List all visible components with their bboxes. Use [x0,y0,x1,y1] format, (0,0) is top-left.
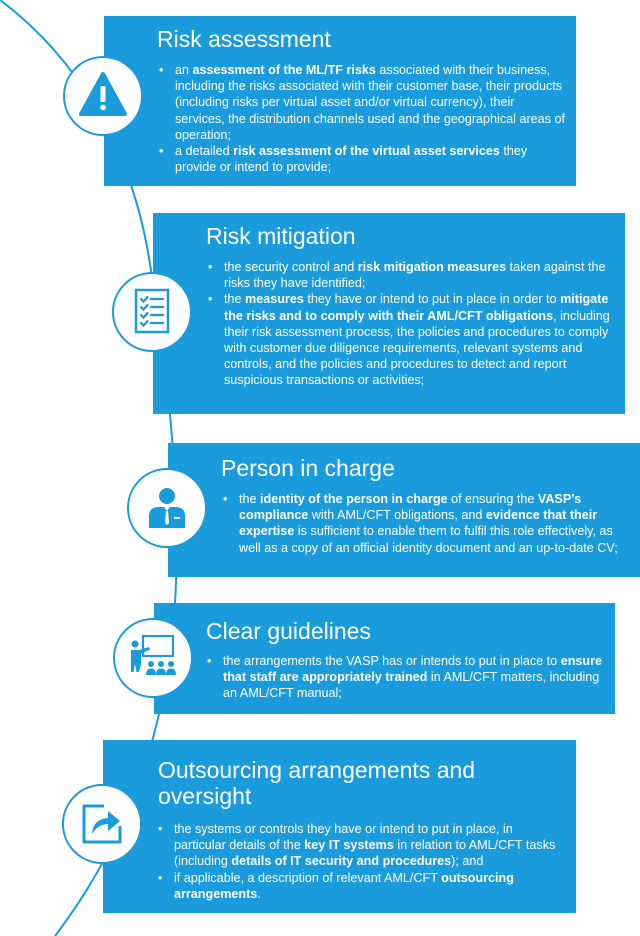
text: , including their risk assessment process, the policies and procedures to comply with customer due diligence requirements, relevant systems and controls, and the policies and procedures to detect and report suspicious transactions or activities; [224,308,610,388]
text: the security control and [224,260,358,274]
person-icon [129,470,205,546]
text: a detailed [175,144,234,159]
section-title: Outsourcing arrangements and oversight [158,757,476,809]
bullet-item [208,259,618,291]
text: . [257,886,261,901]
bullet-list [207,653,607,702]
text: an [175,63,193,77]
text: associated with their business, including the risks associated with their customer base, their products (including risks per virtual asset and/or virtual currency), their services, the distribution channels used and the geographical areas of operation; [175,63,565,142]
bold-text: risk mitigation measures [357,260,507,274]
person-icon-badge [127,468,207,548]
warning-icon-badge [63,56,143,136]
section-outsourcing [103,740,576,913]
bullet-list [158,821,568,902]
bullet-item [158,821,568,870]
bold-text: details of IT security and procedures [231,854,452,869]
bullet-item [207,653,607,702]
bold-text: evidence that their expertise [239,508,598,539]
text: ); and [451,854,484,869]
bold-text: measures [245,292,304,307]
bold-text: VASP’s compliance [239,492,582,523]
section-risk-assessment [104,16,576,186]
bullet-item [158,870,568,902]
section-person-in-charge [168,443,640,577]
section-title: Clear guidelines [206,618,371,644]
checklist-icon [114,274,190,350]
bullet-item [223,491,633,556]
bold-text: mitigate the risks and to comply with their AML/CFT obligations [224,292,609,323]
section-clear-guidelines [154,603,615,714]
text: is sufficient to enable them to fulfil this role effectively, as well as a copy of an official identity document and an up-to-date CV; [239,524,618,555]
bold-text: ensure that staff are appropriately trained [223,654,602,685]
text: of ensuring the [447,492,538,506]
bullet-list [208,259,618,389]
section-title: Risk assessment [157,26,331,52]
bold-text: identity of the person in charge [260,492,448,506]
share-arrow-icon-badge [62,784,142,864]
bold-text: key IT systems [304,838,394,853]
text: in AML/CFT matters, including an AML/CFT manual; [223,670,600,701]
bullet-item [159,62,567,143]
text: in relation to AML/CFT tasks (including [174,838,556,869]
text: the [224,292,246,307]
section-title: Risk mitigation [206,223,356,249]
checklist-icon-badge [112,272,192,352]
text: the [239,492,261,506]
text: they have or intend to put in place in order to [303,292,561,307]
bullet-item [208,291,618,388]
presentation-icon [115,620,191,696]
bold-text: outsourcing arrangements [174,870,514,901]
bold-text: risk assessment of the virtual asset services [233,144,500,159]
text: they provide or intend to provide; [175,144,528,175]
share-arrow-icon [64,786,140,862]
presentation-icon-badge [113,618,193,698]
bullet-item [159,143,567,175]
text: the arrangements the VASP has or intends to put in place to [223,654,561,668]
warning-icon [65,58,141,134]
bullet-list [159,62,567,175]
text: with AML/CFT obligations, and [308,508,486,523]
bold-text: assessment of the ML/TF risks [192,63,376,77]
text: taken against the risks they have identified; [224,260,606,291]
text: if applicable, a description of relevant AML/CFT [174,870,442,885]
bullet-list [223,491,633,556]
text: the systems or controls they have or intend to put in place, in particular details of the [174,822,513,853]
section-risk-mitigation [153,213,625,414]
section-title: Person in charge [221,455,395,481]
